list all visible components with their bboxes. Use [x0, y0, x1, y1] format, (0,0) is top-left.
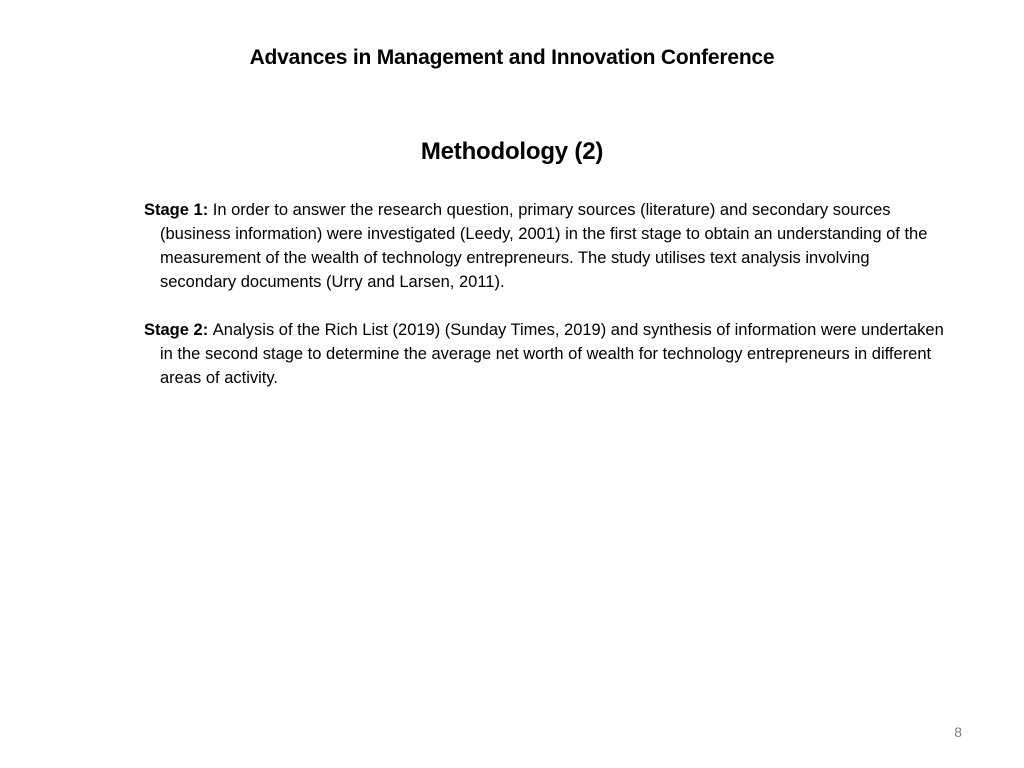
slide-title: Methodology (2) — [420, 138, 604, 165]
stage-1-paragraph — [144, 198, 944, 294]
stage-1-text: In order to answer the research question, primary sources (literature) and secondary sources (business information) were investigated (Leedy, 2001) in the first stage to obtain an understanding of the measurement of the wealth of technology entrepreneurs. The study utilises text analysis involving secondary documents (Urry and Larsen, 2011). — [160, 201, 928, 291]
page-number: 8 — [954, 724, 962, 740]
stage-1-label: Stage 1: — [144, 201, 213, 219]
stage-2-label: Stage 2: — [144, 321, 213, 339]
conference-title: Advances in Management and Innovation Conference — [249, 46, 775, 69]
stage-2-paragraph — [144, 318, 944, 390]
stage-2-text: Analysis of the Rich List (2019) (Sunday Times, 2019) and synthesis of information were undertaken in the second stage to determine the average net worth of wealth for technology entrepreneurs in different areas of activity. — [160, 321, 944, 387]
slide-body — [144, 198, 944, 390]
